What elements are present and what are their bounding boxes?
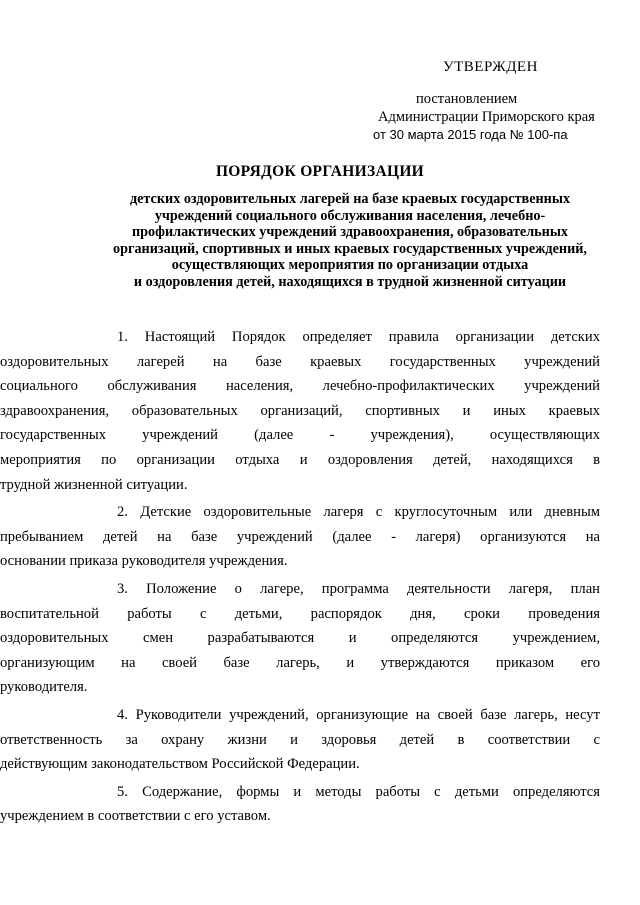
paragraph-line: воспитательной работы с детьми, распорядок дня, сроки проведения (0, 605, 600, 622)
approval-line: Администрации Приморского края (378, 109, 595, 125)
subtitle-line: осуществляющих мероприятия по организации отдыха (171, 257, 529, 274)
approval-line: постановлением (416, 91, 518, 107)
paragraph-line: здравоохранения, образовательных организаций, спортивных и иных краевых (0, 402, 600, 419)
subtitle-line: профилактических учреждений здравоохранения, образовательных (131, 224, 569, 241)
paragraph-line: учреждением в соответствии с его уставом. (0, 808, 271, 825)
paragraph-line: пребыванием детей на базе учреждений (далее - лагеря) организуются на (0, 528, 600, 545)
subtitle-line: детских оздоровительных лагерей на базе краевых государственных (129, 191, 571, 207)
paragraph-line: оздоровительных лагерей на базе краевых государственных учреждений (0, 353, 600, 370)
subtitle-line: учреждений социального обслуживания населения, лечебно- (154, 207, 546, 224)
subtitle-line: и оздоровления детей, находящихся в трудной жизненной ситуации (133, 273, 567, 290)
paragraph-line: трудной жизненной ситуации. (0, 476, 188, 493)
paragraph-line: ответственность за охрану жизни и здоровья детей в соответствии с (0, 731, 600, 748)
paragraph-line: социального обслуживания населения, лечебно-профилактических учреждений (0, 378, 600, 395)
approval-block (373, 58, 623, 144)
paragraph-line: 2. Детские оздоровительные лагеря с круглосуточным или дневным (117, 504, 600, 521)
paragraph-line: действующим законодательством Российской Федерации. (0, 756, 360, 773)
subtitle-line: организаций, спортивных и иных краевых государственных учреждений, (113, 240, 587, 257)
approval-line: от 30 марта 2015 года № 100-па (373, 127, 568, 142)
document-title: ПОРЯДОК ОРГАНИЗАЦИИ (215, 163, 425, 180)
approval-title: УТВЕРЖДЕН (443, 59, 538, 75)
paragraph-line: государственных учреждений (далее - учреждения), осуществляющих (0, 427, 600, 444)
paragraph-1 (0, 325, 600, 497)
paragraph-5 (0, 780, 600, 829)
paragraph-2 (0, 500, 600, 574)
document-subtitle (100, 191, 600, 291)
paragraph-3 (0, 577, 600, 700)
paragraph-line: организующим на своей базе лагерь, и утверждаются приказом его (0, 654, 600, 671)
paragraph-4 (0, 703, 600, 777)
document-body (0, 325, 600, 832)
paragraph-line: 3. Положение о лагере, программа деятельности лагеря, план (117, 580, 600, 597)
paragraph-line: 5. Содержание, формы и методы работы с детьми определяются (117, 783, 600, 800)
paragraph-line: 4. Руководители учреждений, организующие на своей базе лагерь, несут (117, 706, 600, 723)
paragraph-line: оздоровительных смен разрабатываются и определяются учреждением, (0, 630, 600, 647)
paragraph-line: руководителя. (0, 679, 88, 696)
paragraph-line: мероприятия по организации отдыха и оздоровления детей, находящихся в (0, 451, 600, 468)
paragraph-line: 1. Настоящий Порядок определяет правила организации детских (117, 329, 600, 345)
paragraph-line: основании приказа руководителя учреждения. (0, 553, 288, 570)
